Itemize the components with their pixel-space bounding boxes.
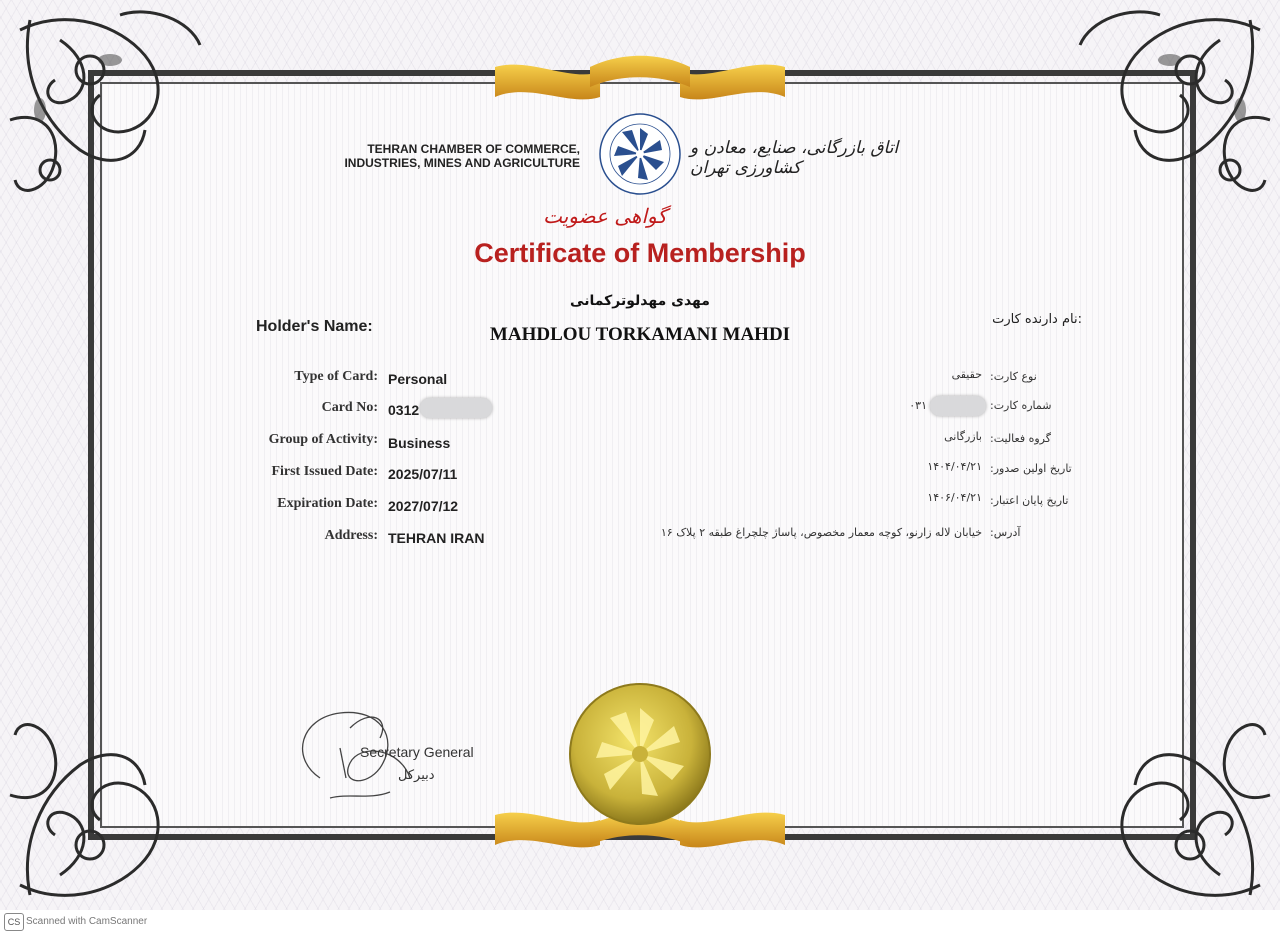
chamber-name-en — [330, 142, 580, 170]
first-issued-date-value: 2025/07/11 — [388, 466, 458, 482]
first-issued-date-label: First Issued Date: — [271, 464, 378, 479]
holder-name-en: MAHDLOU TORKAMANI MAHDI — [489, 324, 791, 345]
redaction-mark — [930, 396, 986, 416]
group-of-activity-label: Group of Activity: — [268, 432, 378, 447]
address-value: TEHRAN IRAN — [388, 530, 485, 546]
certificate-title: Certificate of Membership — [474, 238, 806, 268]
expiration-date-value-fa: ۱۴۰۶/۰۴/۲۱ — [927, 491, 982, 504]
expiration-date-value: 2027/07/12 — [388, 498, 459, 514]
ornament-corner-icon — [1040, 0, 1280, 240]
secretary-general-label-fa: دبیرکل — [398, 768, 435, 783]
type-of-card-label-fa: نوع کارت: — [990, 370, 1037, 383]
card-no-value: 0312 — [388, 402, 420, 418]
holder-name-label-fa: نام دارنده کارت: — [992, 312, 1082, 327]
chamber-name-en-line1: TEHRAN CHAMBER OF COMMERCE, — [367, 142, 580, 156]
chamber-name-fa: اتاق بازرگانی، صنایع، معادن و کشاورزی تهران — [690, 138, 899, 178]
camscanner-logo: CS — [4, 913, 24, 931]
secretary-general-label: Secretary General — [360, 744, 474, 760]
first-issued-date-value-fa: ۱۴۰۴/۰۴/۲۱ — [927, 460, 982, 473]
scanner-watermark-text: Scanned with CamScanner — [26, 916, 148, 927]
card-no-label-fa: شماره کارت: — [990, 399, 1052, 412]
group-of-activity-label-fa: گروه فعالیت: — [990, 432, 1051, 445]
redaction-mark — [420, 398, 492, 418]
scanner-footer — [0, 910, 1280, 935]
holder-name-label: Holder's Name: — [256, 318, 373, 335]
address-value-fa: خیابان لاله زارنو، کوچه معمار مخصوص، پاساژ چلچراغ طبقه ۲ پلاک ۱۶ — [660, 526, 982, 539]
card-no-value-fa: ۰۳۱ — [909, 399, 927, 412]
ornament-corner-icon — [0, 675, 240, 915]
first-issued-date-label-fa: تاریخ اولین صدور: — [990, 462, 1072, 475]
membership-title-fa: گواهی عضویت — [543, 204, 667, 228]
chamber-name-en-line2: INDUSTRIES, MINES AND AGRICULTURE — [344, 156, 580, 170]
expiration-date-label: Expiration Date: — [277, 496, 378, 511]
expiration-date-label-fa: تاریخ پایان اعتبار: — [990, 494, 1069, 507]
card-no-label: Card No: — [321, 400, 378, 415]
type-of-card-value: Personal — [388, 371, 448, 387]
group-of-activity-value: Business — [388, 435, 451, 451]
gold-seal-icon — [566, 680, 714, 828]
address-label-fa: آدرس: — [990, 526, 1021, 539]
group-of-activity-value-fa: بازرگانی — [944, 430, 982, 443]
type-of-card-value-fa: حقیقی — [951, 368, 982, 381]
ornament-corner-icon — [0, 0, 240, 240]
chamber-logo-icon — [598, 112, 682, 196]
type-of-card-label: Type of Card: — [294, 369, 378, 384]
holder-name-fa: مهدی مهدلوترکمانی — [570, 293, 710, 309]
address-label: Address: — [324, 528, 378, 543]
ornament-corner-icon — [1040, 675, 1280, 915]
